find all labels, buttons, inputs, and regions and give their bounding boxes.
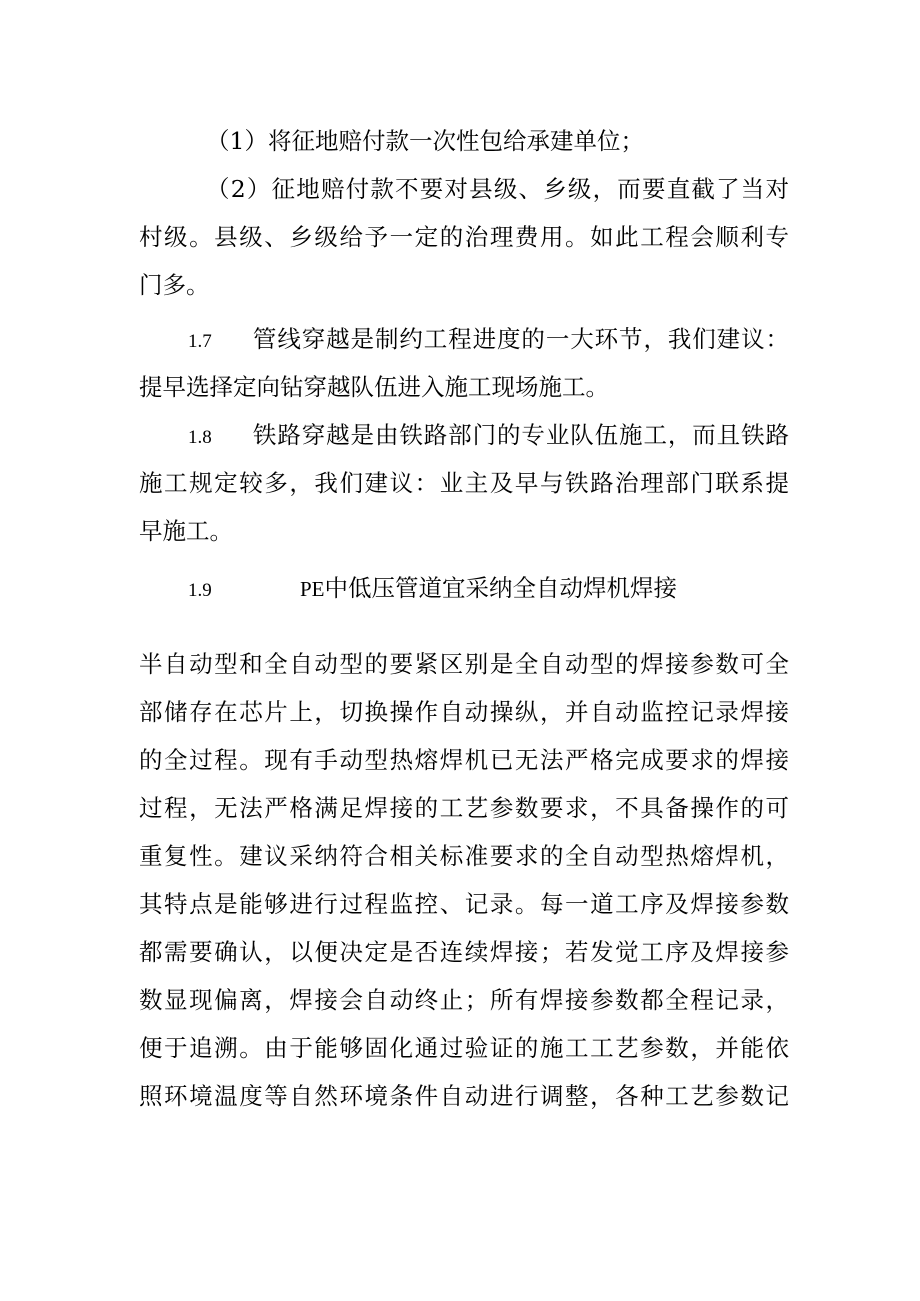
paragraph-line: 施工规定较多，我们建议：业主及早与铁路治理部门联系提: [139, 469, 789, 497]
paragraph-line: 其特点是能够进行过程监控、记录。每一道工序及焊接参数: [139, 890, 789, 918]
paragraph-line: 部储存在芯片上，切换操作自动操纵，并自动监控记录焊接: [139, 698, 789, 726]
section-number: 1.8: [188, 427, 212, 448]
section-number: 1.7: [188, 331, 212, 352]
section-1-7-line: [188, 324, 789, 357]
paragraph-line: 照环境温度等自然环境条件自动进行调整，各种工艺参数记: [139, 1082, 789, 1110]
heading-prefix: PE: [300, 577, 325, 601]
paragraph-line: 数显现偏离，焊接会自动终止；所有焊接参数都全程记录，: [139, 986, 789, 1014]
section-number: 1.9: [188, 580, 212, 601]
paragraph-line: 提早选择定向钻穿越队伍进入施工现场施工。: [139, 373, 609, 401]
paragraph-line: 门多。: [139, 271, 210, 299]
paragraph-line: 村级。县级、乡级给予一定的治理费用。如此工程会顺利专: [139, 223, 789, 251]
paragraph-line: 早施工。: [139, 517, 233, 545]
section-1-9-heading: [188, 573, 789, 606]
paragraph-line: 便于追溯。由于能够固化通过验证的施工工艺参数，并能依: [139, 1034, 789, 1062]
section-1-8-line: [188, 420, 789, 453]
paragraph-line: （1）将征地赔付款一次性包给承建单位；: [206, 127, 644, 155]
paragraph-line: 重复性。建议采纳符合相关标准要求的全自动型热熔焊机，: [139, 842, 789, 870]
paragraph-line: （2）征地赔付款不要对县级、乡级，而要直截了当对: [206, 175, 789, 203]
paragraph-line: 的全过程。现有手动型热熔焊机已无法严格完成要求的焊接: [139, 746, 789, 774]
paragraph-line: 过程，无法严格满足焊接的工艺参数要求，不具备操作的可: [139, 794, 789, 822]
paragraph-text: 铁路穿越是由铁路部门的专业队伍施工，而且铁路: [252, 421, 789, 449]
paragraph-text: 管线穿越是制约工程进度的一大环节，我们建议：: [252, 325, 789, 353]
paragraph-line: 半自动型和全自动型的要紧区别是全自动型的焊接参数可全: [139, 650, 789, 678]
heading-text: 中低压管道宜采纳全自动焊机焊接: [324, 574, 678, 602]
paragraph-line: 都需要确认，以便决定是否连续焊接；若发觉工序及焊接参: [139, 938, 789, 966]
